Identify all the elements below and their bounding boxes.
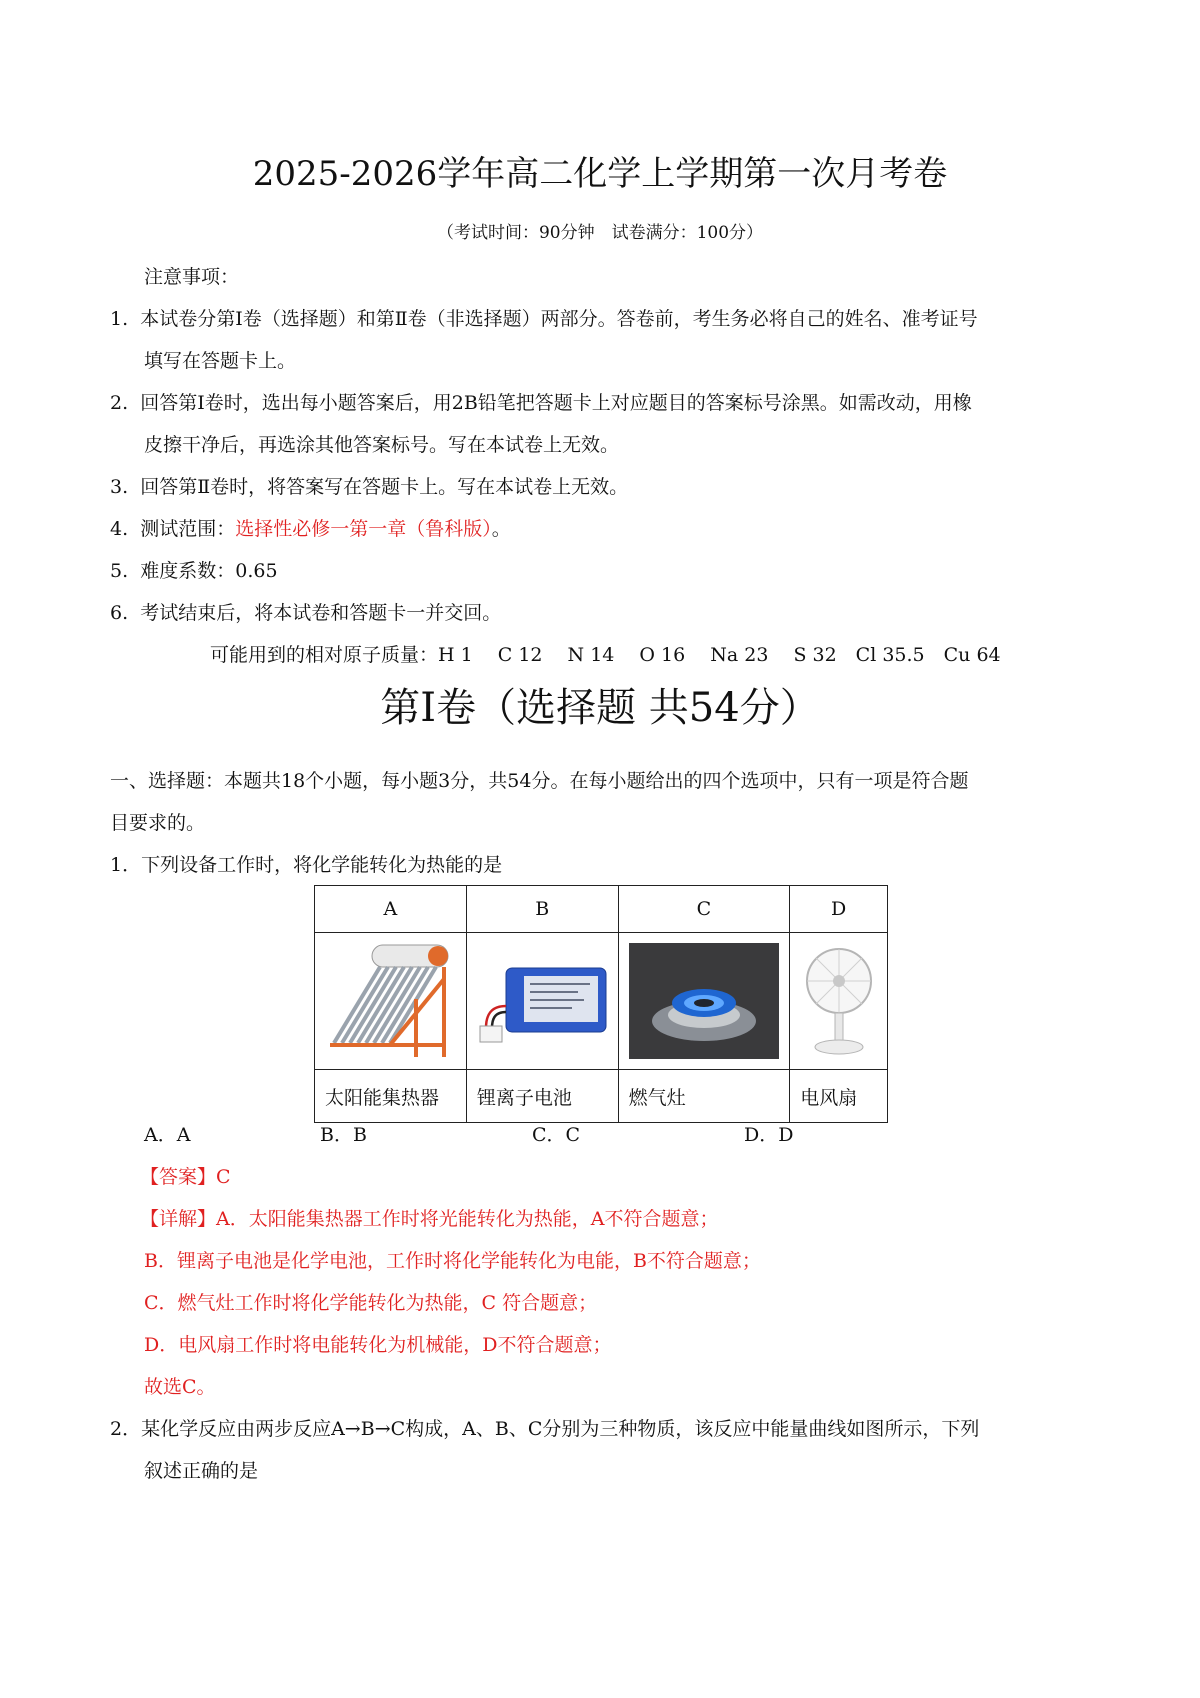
- option-header-b: B: [466, 886, 618, 933]
- exam-subtitle: （考试时间：90分钟 试卷满分：100分）: [436, 223, 764, 243]
- lithium-battery-image: [467, 933, 618, 1069]
- conclusion: 故选C。: [144, 1376, 216, 1398]
- notice-item-2: [110, 388, 972, 415]
- answer-line: [140, 1162, 231, 1189]
- choice-b: B．B: [320, 1124, 367, 1146]
- notice-num: 3.: [110, 476, 129, 498]
- question-2-stem-cont: 叙述正确的是: [144, 1460, 259, 1482]
- notice-item-1: [110, 304, 978, 331]
- section-instruction: 一、选择题：本题共18个小题，每小题3分，共54分。在每小题给出的四个选项中，只有一项是符合题: [110, 770, 969, 792]
- choice-c: C．C: [532, 1124, 581, 1146]
- option-label-c: 燃气灶: [618, 1070, 790, 1123]
- notice-num: 4.: [110, 518, 129, 540]
- exam-title: 2025-2026学年高二化学上学期第一次月考卷: [252, 154, 948, 194]
- gas-stove-image: [619, 933, 790, 1069]
- option-image-cell-a: [315, 933, 467, 1070]
- notice-item-1-cont: 填写在答题卡上。: [144, 350, 297, 372]
- notice-text: 本试卷分第Ⅰ卷（选择题）和第Ⅱ卷（非选择题）两部分。答卷前，考生务必将自己的姓名、准考证号: [140, 308, 978, 330]
- answer-value: C: [216, 1166, 231, 1188]
- notice-item-6: [110, 598, 501, 625]
- option-label-b: 锂离子电池: [466, 1070, 618, 1123]
- notice-item-3: [110, 472, 628, 499]
- option-header-a: A: [315, 886, 467, 933]
- explanation-label: 【详解】: [140, 1208, 217, 1230]
- question-1-stem: 1．下列设备工作时，将化学能转化为热能的是: [110, 854, 503, 876]
- solar-heater-image: [315, 933, 466, 1069]
- option-label-a: 太阳能集热器: [315, 1070, 467, 1123]
- option-header-c: C: [618, 886, 790, 933]
- explanation-line-2: B．锂离子电池是化学电池，工作时将化学能转化为电能，B不符合题意；: [144, 1250, 761, 1272]
- question-2-stem: 2．某化学反应由两步反应A→B→C构成，A、B、C分别为三种物质，该反应中能量曲线如图所示，下列: [110, 1418, 980, 1440]
- option-image-cell-b: [466, 933, 618, 1070]
- notice-num: 5.: [110, 560, 129, 582]
- option-header-d: D: [790, 886, 888, 933]
- notice-text: 回答第Ⅱ卷时，将答案写在答题卡上。写在本试卷上无效。: [140, 476, 629, 498]
- explanation-line-3: C．燃气灶工作时将化学能转化为热能，C 符合题意；: [144, 1292, 598, 1314]
- option-image-cell-c: [618, 933, 790, 1070]
- notice-item-2-cont: 皮擦干净后，再选涂其他答案标号。写在本试卷上无效。: [144, 434, 620, 456]
- notice-num: 6.: [110, 602, 129, 624]
- section-title: 第Ⅰ卷（选择题 共54分）: [380, 685, 820, 731]
- explanation-text: A．太阳能集热器工作时将光能转化为热能，A不符合题意；: [216, 1208, 719, 1230]
- notice-item-5: [110, 556, 278, 583]
- notice-text: 回答第Ⅰ卷时，选出每小题答案后，用2B铅笔把答题卡上对应题目的答案标号涂黑。如需改动，用橡: [140, 392, 972, 414]
- electric-fan-image: [790, 933, 887, 1069]
- choice-d: D．D: [744, 1124, 794, 1146]
- atomic-masses: 可能用到的相对原子质量：H 1 C 12 N 14 O 16 Na 23 S 32 Cl 35.5 Cu 64: [210, 644, 1001, 666]
- test-scope: 选择性必修一第一章（鲁科版）: [235, 518, 492, 540]
- option-image-cell-d: [790, 933, 888, 1070]
- section-instruction-cont: 目要求的。: [110, 812, 206, 834]
- notice-item-4: [110, 514, 511, 541]
- notice-text: 考试结束后，将本试卷和答题卡一并交回。: [140, 602, 502, 624]
- notice-heading: 注意事项：: [144, 266, 240, 288]
- choice-a: A．A: [144, 1124, 191, 1146]
- explanation-line-4: D．电风扇工作时将电能转化为机械能，D不符合题意；: [144, 1334, 612, 1356]
- notice-suffix: 。: [491, 518, 511, 540]
- explanation-line-1: [140, 1204, 718, 1231]
- option-label-d: 电风扇: [790, 1070, 888, 1123]
- notice-text: 难度系数：0.65: [140, 560, 278, 582]
- notice-num: 1.: [110, 308, 129, 330]
- answer-label: 【答案】: [140, 1166, 217, 1188]
- notice-text: 测试范围：: [140, 518, 236, 540]
- question-1-table: [314, 885, 888, 1123]
- notice-num: 2.: [110, 392, 129, 414]
